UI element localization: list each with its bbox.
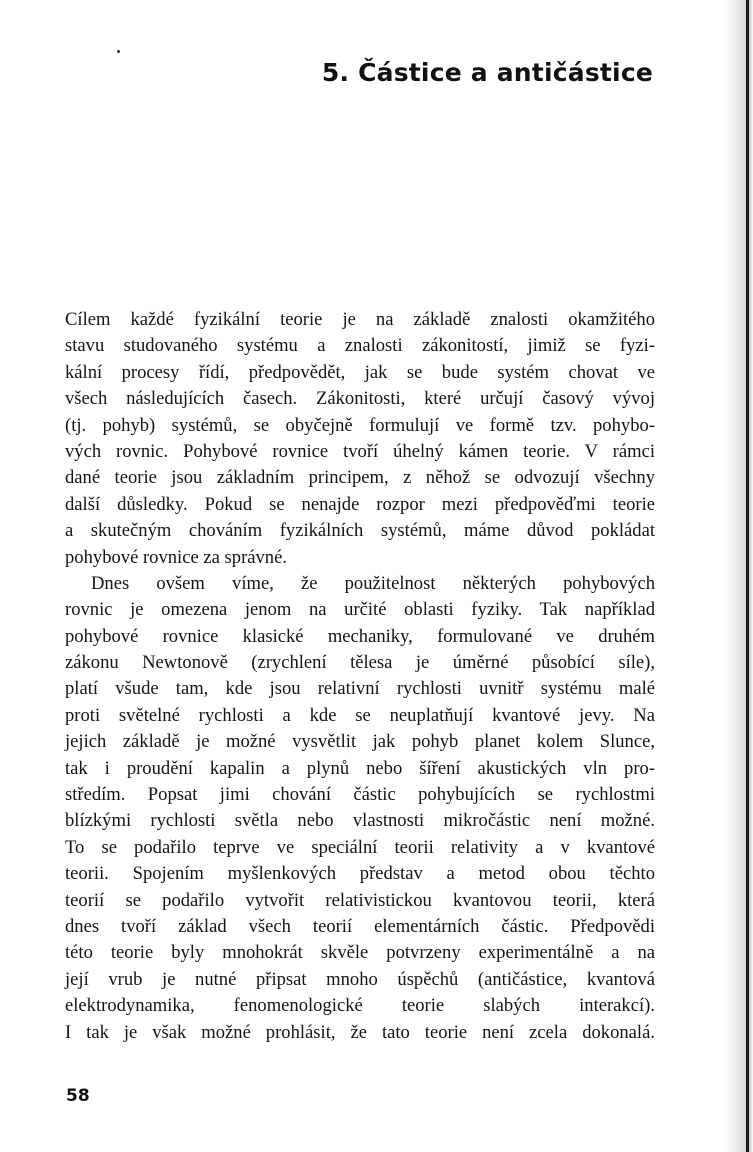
text-line: středím. Popsat jimi chování částic pohybujících se rychlostmi [65,784,655,806]
text-line: rovnic je omezena jenom na určité oblasti fyziky. Tak například [65,599,655,621]
text-line: jejich základě je možné vysvětlit jak pohyb planet kolem Slunce, [65,731,655,753]
text-line: teorii. Spojením myšlenkových představ a metod obou těchto [65,863,655,885]
text-line: proti světelné rychlosti a kde se neuplatňují kvantové jevy. Na [65,704,655,726]
page-number: 58 [66,1086,90,1106]
text-line: pohybové rovnice za správné. [65,546,288,568]
text-line: všech následujících časech. Zákonitosti, které určují časový vývoj [65,388,655,410]
text-line: dané teorie jsou základním principem, z něhož se odvozují všechny [65,467,655,489]
text-line: elektrodynamika, fenomenologické teorie slabých interakcí). [65,995,655,1017]
text-line: Cílem každé fyzikální teorie je na základě znalosti okamžitého [65,309,655,330]
page-edge-line [746,0,749,1152]
paragraph-2 [65,571,655,1046]
text-line: této teorie byly mnohokrát skvěle potvrzeny experimentálně a na [65,942,655,964]
text-line: teorií se podařilo vytvořit relativistickou kvantovou teorii, která [65,889,655,911]
scan-speck [117,50,120,53]
text-line: vých rovnic. Pohybové rovnice tvoří úhelný kámen teorie. V rámci [65,440,655,462]
paragraph-1 [65,307,655,571]
text-line: a skutečným chováním fyzikálních systémů, máme důvod pokládat [65,520,655,542]
text-line: další důsledky. Pokud se nenajde rozpor mezi předpověďmi teorie [65,493,655,515]
text-line: zákonu Newtonově (zrychlení tělesa je úměrné působící síle), [65,652,655,674]
text-line: stavu studovaného systému a znalosti zákonitostí, jimiž se fyzi- [65,335,655,357]
chapter-title: 5. Částice a antičástice [321,58,653,87]
text-line: dnes tvoří základ všech teorií elementárních částic. Předpovědi [65,915,655,937]
body-text [65,307,655,1046]
text-line: tak i proudění kapalin a plynů nebo šíření akustických vln pro- [65,757,655,779]
text-line: pohybové rovnice klasické mechaniky, formulované ve druhém [65,625,655,647]
text-line: Dnes ovšem víme, že použitelnost některých pohybových [91,572,655,594]
text-line: I tak je však možné prohlásit, že tato teorie není zcela dokonalá. [65,1021,655,1043]
text-line: platí všude tam, kde jsou relativní rychlosti uvnitř systému malé [65,678,655,700]
text-line: To se podařilo teprve ve speciální teorii relativity a v kvantové [65,836,655,858]
text-line: (tj. pohyb) systémů, se obyčejně formulují ve formě tzv. pohybo- [65,414,655,436]
text-line: kální procesy řídí, předpovědět, jak se bude systém chovat ve [65,361,655,383]
text-line: její vrub je nutné připsat mnoho úspěchů (antičástice, kvantová [65,968,655,990]
text-line: blízkými rychlosti světla nebo vlastnosti mikročástic není možné. [65,810,655,832]
